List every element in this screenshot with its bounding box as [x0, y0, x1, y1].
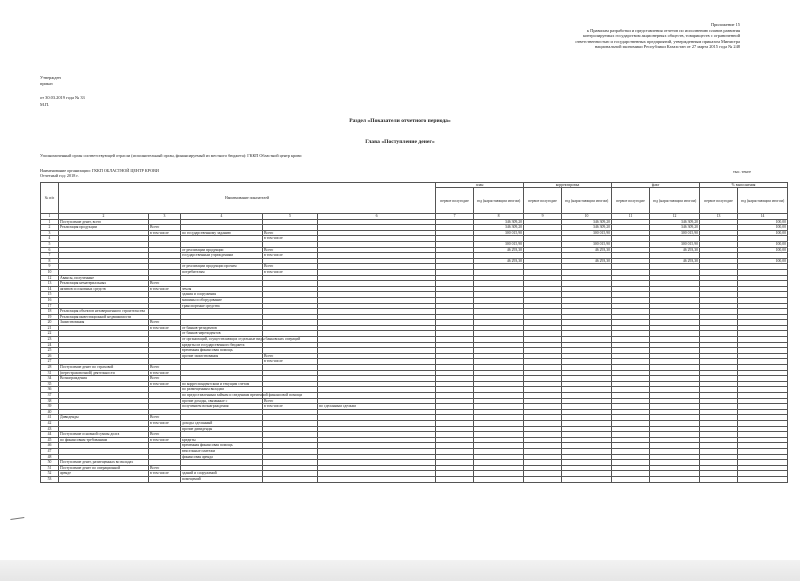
appendix-line: контролируемых государством акционерных обществ, товариществ с ограниченной — [582, 33, 740, 39]
row-scope: Всего — [149, 432, 181, 438]
appendix-line: к Правилам разработки и представления отчетов по исполнению планов развития — [586, 27, 740, 33]
value-cell: 346 309,20 — [562, 225, 612, 231]
row-scope: в том числе — [149, 420, 181, 426]
row-number: 7 — [41, 253, 59, 259]
col-number: 2 — [59, 214, 149, 220]
row-scope — [149, 476, 181, 482]
row-name — [59, 476, 149, 482]
appendix-line: национальной экономики Республики Казахстан от 27 марта 2015 года № 248 — [594, 44, 740, 50]
value-cell: 100,00 — [738, 258, 788, 264]
col-number: 11 — [612, 214, 650, 220]
row-scope: в том числе — [149, 437, 181, 443]
value-cell — [650, 476, 700, 482]
header-correction: корректировка — [524, 183, 612, 188]
value-cell: 346 309,20 — [562, 219, 612, 225]
value-cell: 300 015,90 — [650, 241, 700, 247]
value-cell — [524, 476, 562, 482]
row-scope: Всего — [149, 376, 181, 382]
row-number: 36 — [41, 387, 59, 393]
row-detail: доходы сделанный — [181, 420, 263, 426]
row-name: Реализация объектов незавершенного строительства — [59, 309, 149, 315]
header-percent: % выполнения — [700, 183, 788, 188]
value-cell: 300 015,90 — [474, 241, 524, 247]
appendix-line: ответственностью и государственных предприятий, утвержденным приказом Министра — [575, 38, 740, 44]
row-number: 24 — [41, 342, 59, 348]
row-number: 40 — [41, 409, 59, 415]
row-detail: транспортные средства — [181, 303, 263, 309]
section-title: Раздел «Показатели отчетного периода» — [349, 118, 451, 124]
row-detail: прочие доходы, связанные с — [181, 398, 263, 404]
value-cell — [474, 476, 524, 482]
value-cell: 346 309,20 — [474, 219, 524, 225]
row-number: 15 — [41, 292, 59, 298]
scan-edge — [0, 560, 800, 581]
subheader-first-half: первое полугодие — [612, 188, 650, 214]
row-scope: в том числе — [149, 381, 181, 387]
row-number: 48 — [41, 454, 59, 460]
row-number: 28 — [41, 365, 59, 371]
row-number: 47 — [41, 448, 59, 454]
subheader-first-half: первое полугодие — [524, 188, 562, 214]
row-detail: финансовая аренда — [181, 454, 263, 460]
row-detail: прочие дивиденды — [181, 426, 263, 432]
row-number: 1 — [41, 219, 59, 225]
row-scope: Всего — [149, 320, 181, 326]
col-number: 12 — [650, 214, 700, 220]
subheader-year: год (нарастающим итогом) — [650, 188, 700, 214]
row-detail: по государственному заданию — [181, 230, 263, 236]
row-scope: Всего — [149, 365, 181, 371]
row-number: 19 — [41, 314, 59, 320]
row-number: 9 — [41, 264, 59, 270]
row-number: 12 — [41, 275, 59, 281]
row-number: 21 — [41, 325, 59, 331]
row-detail: вексельные платежи — [181, 448, 263, 454]
row-number: 25 — [41, 348, 59, 354]
approval-title: Утвержден — [40, 75, 61, 80]
row-number: 3 — [41, 230, 59, 236]
col-number: 9 — [524, 214, 562, 220]
row-name: аренде — [59, 471, 149, 477]
col-number: 13 — [700, 214, 738, 220]
value-cell: 300 015,90 — [562, 230, 612, 236]
value-cell: 300 015,90 — [650, 230, 700, 236]
row-number: 23 — [41, 337, 59, 343]
row-name: Поступление денег, размещенных во вкладах — [59, 460, 149, 466]
row-detail: потребителям — [181, 269, 263, 275]
value-cell: 346 309,20 — [650, 225, 700, 231]
row-number: 2 — [41, 225, 59, 231]
col-number: 3 — [149, 214, 181, 220]
row-number: 42 — [41, 420, 59, 426]
row-detail: кредиты из государственного бюджета — [181, 342, 263, 348]
row-number: 20 — [41, 320, 59, 326]
value-cell: 100,00 — [738, 230, 788, 236]
value-cell: 100,00 — [738, 219, 788, 225]
organization-info — [40, 168, 159, 178]
value-cell — [612, 476, 650, 482]
subheader-year: год (нарастающим итогом) — [562, 188, 612, 214]
value-cell — [562, 476, 612, 482]
row-detail: от реализации продукции прочим — [181, 264, 263, 270]
approval-sign: М.П. — [40, 101, 50, 107]
value-cell: 100,00 — [738, 241, 788, 247]
row-scope: Всего — [149, 465, 181, 471]
subheader-year: год (нарастающим итогом) — [738, 188, 788, 214]
col-number: 7 — [436, 214, 474, 220]
row-scope: Всего — [149, 415, 181, 421]
row-name: Поступление денег, всего — [59, 219, 149, 225]
row-name: Реализация продукции — [59, 225, 149, 231]
value-cell: 46 293,30 — [650, 258, 700, 264]
col-number: 8 — [474, 214, 524, 220]
row-number: 4 — [41, 236, 59, 242]
value-cell — [436, 476, 474, 482]
row-number: 43 — [41, 426, 59, 432]
row-name: активов и основных средств — [59, 286, 149, 292]
row-detail: помещений — [181, 476, 263, 482]
row-detail: прочие заимствования — [181, 353, 263, 359]
col-number: 4 — [181, 214, 263, 220]
row-subdetail: Всего — [263, 230, 318, 236]
approval-block — [40, 75, 85, 108]
row-number: 26 — [41, 353, 59, 359]
value-cell: 346 309,20 — [474, 225, 524, 231]
row-name: по финансовым требованиям — [59, 437, 149, 443]
row-subdetail: в том числе — [263, 236, 318, 242]
row-name: Заимствования — [59, 320, 149, 326]
row-number: 46 — [41, 443, 59, 449]
row-number: 14 — [41, 286, 59, 292]
row-name: Вознаграждения — [59, 376, 149, 382]
row-number: 13 — [41, 281, 59, 287]
row-detail: зданий и сооружений — [181, 471, 263, 477]
value-cell: 100,00 — [738, 225, 788, 231]
row-detail: от реализации продукции — [181, 247, 263, 253]
row-number: 34 — [41, 376, 59, 382]
row-number: 16 — [41, 297, 59, 303]
row-subdetail: в том числе — [263, 253, 318, 259]
subheader-first-half: первое полугодие — [700, 188, 738, 214]
value-cell: 346 309,20 — [650, 219, 700, 225]
header-num: № п/п — [41, 183, 59, 214]
approval-date: от 30.03.2019 года № 33 — [40, 95, 85, 101]
row-subdetail: Всего — [263, 247, 318, 253]
header-name: Наименование показателей — [59, 183, 436, 214]
row-number: 38 — [41, 398, 59, 404]
unit-label: тыс. тенге — [732, 169, 751, 174]
row-subdetail — [263, 476, 318, 482]
row-detail: от банков-резидентов — [181, 325, 263, 331]
approval-subtitle: приказ — [40, 81, 53, 87]
col-number: 1 — [41, 214, 59, 220]
row-scope: в том числе — [149, 230, 181, 236]
row-name: Реализация нематериальных — [59, 281, 149, 287]
row-number: 8 — [41, 258, 59, 264]
row-detail: по размещенным вкладам — [181, 387, 263, 393]
appendix-note — [460, 22, 740, 50]
organization-name: Наименование организации: ГККП ОБЛАСТНОЙ ЦЕНТР КРОВИ — [40, 168, 159, 173]
row-number: 10 — [41, 269, 59, 275]
row-scope: Всего — [149, 225, 181, 231]
row-name: Реализация инвестиционной недвижимости — [59, 314, 149, 320]
row-number: 52 — [41, 471, 59, 477]
reporting-period: Отчетный год: 2018 г. — [40, 173, 79, 179]
value-cell: 46 293,30 — [562, 258, 612, 264]
row-detail: по корреспондентским и текущим счетам — [181, 381, 263, 387]
revenue-table — [40, 182, 788, 483]
row-detail: государственным учреждениям — [181, 253, 263, 259]
row-number: 17 — [41, 303, 59, 309]
row-number: 45 — [41, 437, 59, 443]
value-cell: 46 293,30 — [474, 258, 524, 264]
row-scope: в том числе — [149, 325, 181, 331]
row-number: 53 — [41, 476, 59, 482]
row-detail: по предоставленным займам и сведениям временной финансовой помощи — [182, 393, 303, 397]
chapter-title: Глава «Поступление денег» — [365, 139, 435, 145]
row-detail: земля — [181, 286, 263, 292]
row-scope: в том числе — [149, 471, 181, 477]
table-row — [41, 476, 788, 482]
row-detail: временная финансовая помощь — [181, 348, 263, 354]
value-cell — [700, 476, 738, 482]
row-number: 22 — [41, 331, 59, 337]
value-cell: 100,00 — [738, 247, 788, 253]
subheader-first-half: первое полугодие — [436, 188, 474, 214]
value-cell: 46 293,30 — [474, 247, 524, 253]
row-name: Поступление денег по страховой — [59, 365, 149, 371]
row-number: 27 — [41, 359, 59, 365]
row-detail: от банков-нерезидентов — [181, 331, 263, 337]
row-extra: по сделанным сделкам — [318, 404, 436, 410]
row-number: 39 — [41, 404, 59, 410]
row-subdetail: Всего — [263, 353, 318, 359]
row-detail: машины и оборудование — [181, 297, 263, 303]
value-cell: 46 293,30 — [650, 247, 700, 253]
value-cell: 46 293,30 — [562, 247, 612, 253]
row-number: 51 — [41, 465, 59, 471]
row-number: 6 — [41, 247, 59, 253]
row-subdetail: Всего — [263, 398, 318, 404]
row-number: 31 — [41, 370, 59, 376]
row-scope: в том числе — [149, 286, 181, 292]
row-scope: в том числе — [149, 370, 181, 376]
row-number: 35 — [41, 381, 59, 387]
row-detail: получением вознаграждения — [181, 404, 263, 410]
value-cell: 300 015,90 — [474, 230, 524, 236]
col-number: 5 — [263, 214, 318, 220]
row-number: 44 — [41, 432, 59, 438]
row-detail: кредиты — [181, 437, 263, 443]
row-subdetail: в том числе — [263, 269, 318, 275]
row-name: Авансы, полученные — [59, 275, 149, 281]
row-number: 5 — [41, 241, 59, 247]
col-number: 6 — [318, 214, 436, 220]
row-detail: от организаций, осуществляющих отдельные виды банковских операций — [182, 337, 301, 342]
row-name: Поступление основной суммы долга — [59, 432, 149, 438]
value-cell — [738, 476, 788, 482]
row-name: Дивиденды — [59, 415, 149, 421]
row-subdetail: в том числе — [263, 404, 318, 410]
row-scope: Всего — [149, 281, 181, 287]
authorized-body: Уполномоченный орган соответствующей отрасли (исполнительный орган, финансируемый из местного бюджета): ГККП Областной центр крови — [40, 153, 302, 158]
pen-mark — [10, 512, 25, 520]
row-number: 50 — [41, 460, 59, 466]
row-extra — [318, 476, 436, 482]
row-name: (перестраховочной) деятельности — [59, 370, 149, 376]
row-name: Поступление денег по операционной — [59, 465, 149, 471]
row-subdetail: в том числе — [263, 359, 318, 365]
col-number: 14 — [738, 214, 788, 220]
col-number: 10 — [562, 214, 612, 220]
row-number: 37 — [41, 393, 59, 399]
row-number: 41 — [41, 415, 59, 421]
row-detail: здания и сооружения — [181, 292, 263, 298]
row-number: 18 — [41, 309, 59, 315]
header-fact: факт — [612, 183, 700, 188]
subheader-year: год (нарастающим итогом) — [474, 188, 524, 214]
header-plan: план — [436, 183, 524, 188]
row-detail: временная финансовая помощь — [181, 443, 263, 449]
value-cell: 300 015,90 — [562, 241, 612, 247]
appendix-line: Приложение 15 — [710, 22, 740, 27]
row-subdetail: Всего — [263, 264, 318, 270]
